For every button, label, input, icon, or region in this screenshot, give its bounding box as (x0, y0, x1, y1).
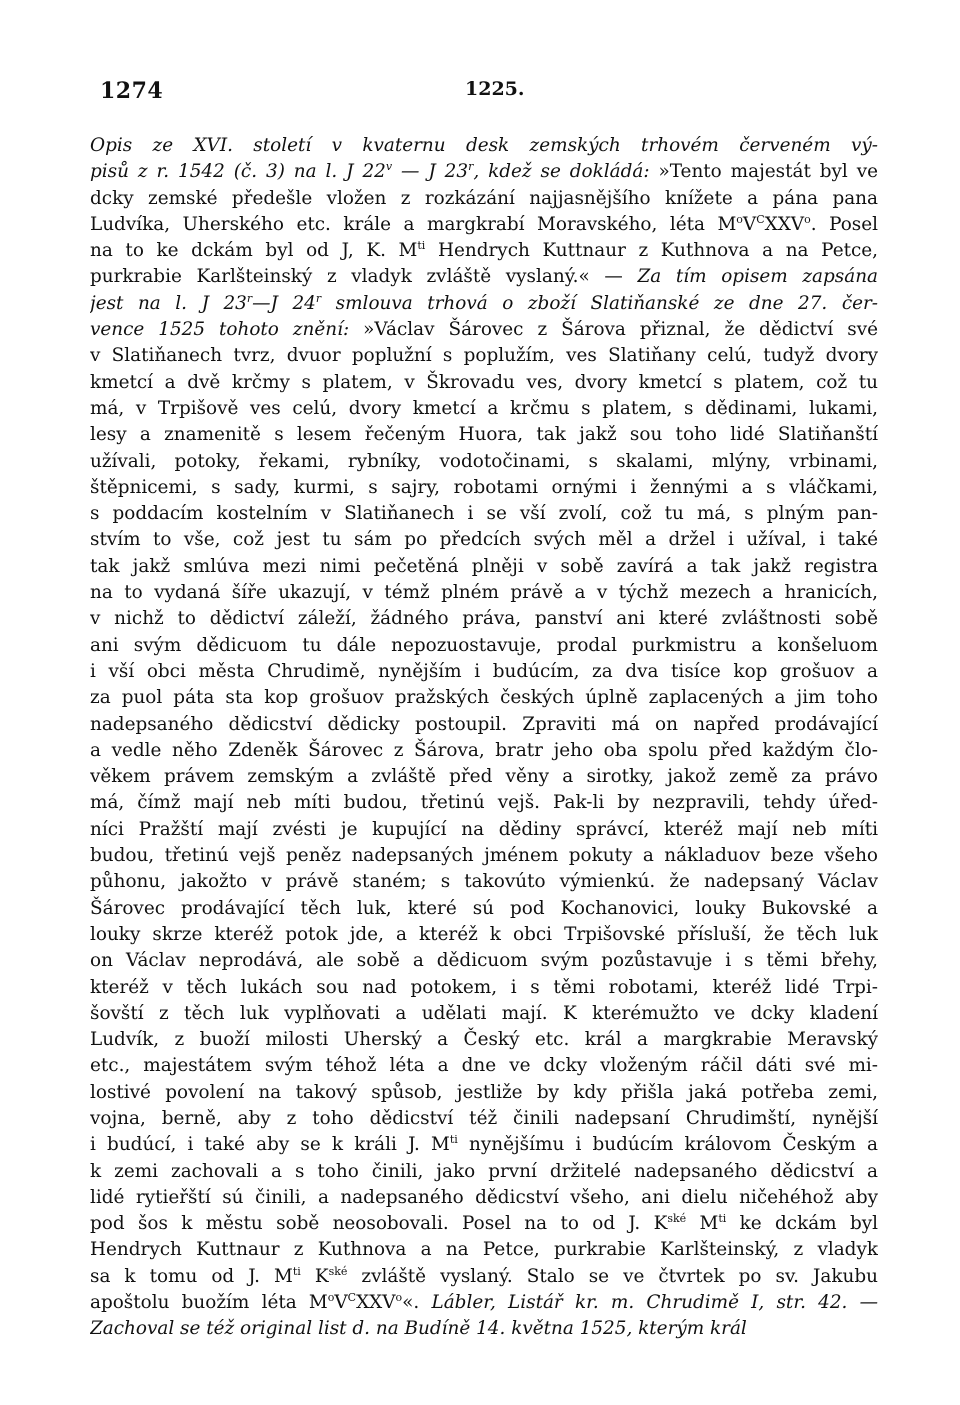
text-segment: K (300, 1265, 329, 1287)
text-segment: lesy a znamenitě s lesem řečeným Huora, tak jakž sou toho lidé Slatiňanští (90, 424, 878, 446)
text-segment: vojna, berně, aby z toho dědicství též činili nadepsaní Chrudimští, nynější (90, 1107, 878, 1129)
text-segment: — J 23 (392, 161, 469, 183)
text-line (90, 948, 878, 974)
superscript: o (736, 212, 743, 226)
text-segment: i budúcí, i také aby se k králi J. M (90, 1134, 450, 1156)
text-line (90, 1106, 878, 1132)
superscript: ti (449, 1133, 458, 1147)
text-segment: etc., majestátem svým téhož léta a dne ve dcky vloženým ráčil dáti své mi- (90, 1055, 878, 1077)
text-line (90, 580, 878, 606)
superscript: o (804, 212, 811, 226)
superscript: ti (417, 239, 426, 253)
text-line (90, 685, 878, 711)
superscript: ské (328, 1264, 348, 1278)
text-segment: purkrabie Karlšteinský z vladyk zvláště vyslaný.« — (90, 266, 638, 288)
text-line (90, 896, 878, 922)
text-segment: XXV (764, 213, 805, 235)
text-line (90, 869, 878, 895)
text-segment: Za tím opisem zapsána (637, 266, 878, 288)
text-line (90, 1159, 878, 1185)
text-segment: budou, třetinú vejš peněz nadepsaných jménem pokuty a nákladuov beze všeho (90, 845, 878, 867)
text-segment: má, v Trpišově ves celú, dvory kmetcí a krčmu s platem, s dědinami, lukami, (90, 397, 878, 419)
text-segment: Zachoval se též original list d. na Budíně 14. května 1525, kterým král (90, 1318, 747, 1340)
text-segment: má, čímž mají neb míti budou, třetinú vejš. Pak-li by nezpravili, tehdy úřed- (90, 792, 878, 814)
text-segment: . Posel (810, 213, 878, 235)
text-line (90, 922, 878, 948)
text-segment: »Tento majestát byl ve (658, 161, 878, 183)
text-segment: »Václav Šárovec z Šárova přiznal, že dědictví své (363, 319, 878, 341)
text-line (90, 212, 878, 238)
text-segment: za puol páta sta kop grošuov pražských českých úplně zaplacených a jim toho (90, 687, 878, 709)
text-segment: užívali, potoky, řekami, rybníky, vodotočinami, s skalami, mlýny, vrbinami, (90, 450, 878, 472)
superscript: ti (718, 1212, 727, 1226)
text-segment: pisů z r. 1542 (č. 3) na l. J 22 (90, 161, 386, 183)
superscript: o (327, 1290, 335, 1304)
text-line (90, 396, 878, 422)
text-segment: smlouva trhová o zboží Slatiňanské ze dne 27. čer- (321, 292, 878, 314)
text-line (90, 1001, 878, 1027)
text-segment: k zemi zachovali a s toho činili, jako první držitelé nadepsaného dědicství a (90, 1160, 878, 1182)
text-segment: Opis ze XVI. století v kvaternu desk zemských trhovém červeném vý- (90, 135, 878, 156)
text-segment: on Václav neprodává, ale sobě a dědicuom svým pozůstavuje i s těmi břehy, (90, 950, 878, 972)
text-segment: vence 1525 tohoto znění: (90, 319, 364, 341)
superscript: v (385, 160, 393, 174)
text-line (90, 1080, 878, 1106)
text-segment: stvím to vše, což jest tu sám po předcích svých měl a držel i užíval, i také (90, 529, 878, 551)
text-segment: v Slatiňanech tvrz, dvuor poplužní s poplužím, ves Slatiňany celú, tudyž dvory (90, 345, 878, 367)
text-line (90, 133, 878, 159)
text-segment: věkem právem zemským a zvláště před věny a sirotky, jakož země za právo (90, 766, 878, 788)
text-segment: tak jakž smlúva mezi nimi pečetěná plněji v sobě zavírá a tak jakž registra (90, 555, 878, 577)
text-line (90, 501, 878, 527)
text-segment: dcky zemské předešle vložen z rozkázání najjasnějšího knížete a pána pana (90, 187, 878, 209)
text-line (90, 475, 878, 501)
text-segment: pod šos k městu sobě neosobovali. Posel na to od J. K (90, 1213, 668, 1235)
text-segment: V (334, 1292, 348, 1314)
text-line (90, 1132, 878, 1158)
text-line (90, 659, 878, 685)
text-segment: níci Pražští mají zvésti je kupující na dědiny správcí, kteréž mají neb míti (90, 818, 878, 840)
text-segment: ke dckám byl (726, 1213, 878, 1235)
text-segment: sa k tomu od J. M (90, 1265, 293, 1287)
text-line (90, 1264, 878, 1290)
text-segment: louky skrze kteréž potok jde, a kteréž k obci Trpišovské přísluší, že těch luk (90, 923, 878, 945)
superscript: ské (667, 1212, 687, 1226)
text-segment: «. (402, 1292, 432, 1314)
text-segment: Lábler, Listář kr. m. Chrudimě I, str. 42. — (431, 1292, 878, 1314)
text-line (90, 449, 878, 475)
text-segment: v nichž to dědictví záleží, žádného práva, panství ani které zvláštnosti sobě (90, 608, 878, 630)
superscript: ti (292, 1264, 301, 1278)
text-segment: šovští z těch luk vyplňovati a udělati mají. K kterémužto ve dcky kladení (90, 1002, 878, 1024)
superscript: r (315, 291, 322, 305)
superscript: C (347, 1290, 357, 1304)
text-line (90, 1316, 878, 1342)
text-line (90, 606, 878, 632)
document-body (90, 133, 878, 1343)
text-line (90, 633, 878, 659)
superscript: o (395, 1290, 403, 1304)
document-year: 1225. (465, 78, 525, 100)
text-segment: M (686, 1213, 719, 1235)
superscript: C (756, 212, 765, 226)
text-segment: nadepsaného dědicství dědicky postoupil. Zpraviti má on napřed prodávající (90, 713, 878, 735)
text-segment: lidé rytieřští sú činili, a nadepsaného dědicství všeho, ani dielu ničehéhož aby (90, 1186, 878, 1208)
text-line (90, 712, 878, 738)
text-line (90, 291, 878, 317)
text-line (90, 1237, 878, 1263)
text-segment: apoštolu buožím léta M (90, 1292, 328, 1314)
text-segment: , kdež se dokládá: (473, 161, 659, 183)
text-segment: nynějšímu i budúcím královom Českým a (457, 1134, 878, 1156)
text-segment: jest na l. J 23 (90, 292, 247, 314)
text-line (90, 1211, 878, 1237)
text-segment: XXV (356, 1292, 396, 1314)
page-header (100, 78, 870, 108)
text-segment: na to ke dckám byl od J, K. M (90, 240, 418, 262)
superscript: r (468, 160, 474, 174)
text-line (90, 975, 878, 1001)
text-segment: Hendrych Kuttnaur z Kuthnova a na Petce, purkrabie Karlšteinský, z vladyk (90, 1239, 878, 1261)
text-line (90, 317, 878, 343)
text-line (90, 186, 878, 212)
text-segment: půhonu, jakožto v právě staném; s takovúto výmienkú. že nadepsaný Václav (90, 871, 878, 893)
text-segment: —J 24 (252, 292, 316, 314)
text-line (90, 1053, 878, 1079)
text-segment: kmetcí a dvě krčmy s platem, v Škrovadu ves, dvory kmetcí s platem, což tu (90, 371, 878, 393)
text-line (90, 790, 878, 816)
text-segment: Šárovec prodávající těch luk, které sú pod Kochanovici, louky Bukovské a (90, 897, 878, 919)
text-line (90, 370, 878, 396)
text-line (90, 738, 878, 764)
text-line (90, 843, 878, 869)
text-line (90, 817, 878, 843)
text-line (90, 343, 878, 369)
text-line (90, 1185, 878, 1211)
text-segment: kteréž v těch lukách sou nad potokem, i s těmi robotami, kteréž lidé Trpi- (90, 976, 878, 998)
text-segment: zvláště vyslaný. Stalo se ve čtvrtek po sv. Jakubu (347, 1265, 878, 1287)
text-line (90, 1027, 878, 1053)
text-segment: Hendrych Kuttnaur z Kuthnova a na Petce, (425, 240, 878, 262)
text-line (90, 1290, 878, 1316)
text-segment: na to vydaná šíře ukazují, v témž plném právě a v týchž mezech a hranicích, (90, 582, 878, 604)
text-line (90, 764, 878, 790)
text-segment: ani svým dědicuom tu dále nepozuostavuje, prodal purkmistru a konšeluom (90, 634, 878, 656)
text-line (90, 159, 878, 185)
text-line (90, 238, 878, 264)
text-segment: štěpnicemi, s sady, kurmi, s sajry, robotami ornými i žennými a s vláčkami, (90, 476, 878, 498)
text-line (90, 264, 878, 290)
text-line (90, 422, 878, 448)
text-line (90, 554, 878, 580)
text-segment: lostivé povolení na takový spůsob, jestliže by kdy přišla jaká potřeba zemi, (90, 1081, 878, 1103)
text-line (90, 527, 878, 553)
text-segment: s poddacím kostelním v Slatiňanech i se vší zvolí, což tu má, s plným pan- (90, 503, 878, 525)
text-segment: V (742, 213, 757, 235)
page-number: 1274 (100, 78, 164, 104)
text-segment: Ludvík, z buoží milosti Uherský a Český etc. král a margkrabie Meravský (90, 1029, 878, 1051)
text-segment: Ludvíka, Uherského etc. krále a margkrabí Moravského, léta M (90, 213, 737, 235)
text-segment: i vší obci města Chrudimě, nynějším i budúcím, za dva tisíce kop grošuov a (90, 660, 878, 682)
superscript: r (246, 291, 253, 305)
text-segment: a vedle něho Zdeněk Šárovec z Šárova, bratr jeho oba spolu před každým člo- (90, 739, 878, 761)
